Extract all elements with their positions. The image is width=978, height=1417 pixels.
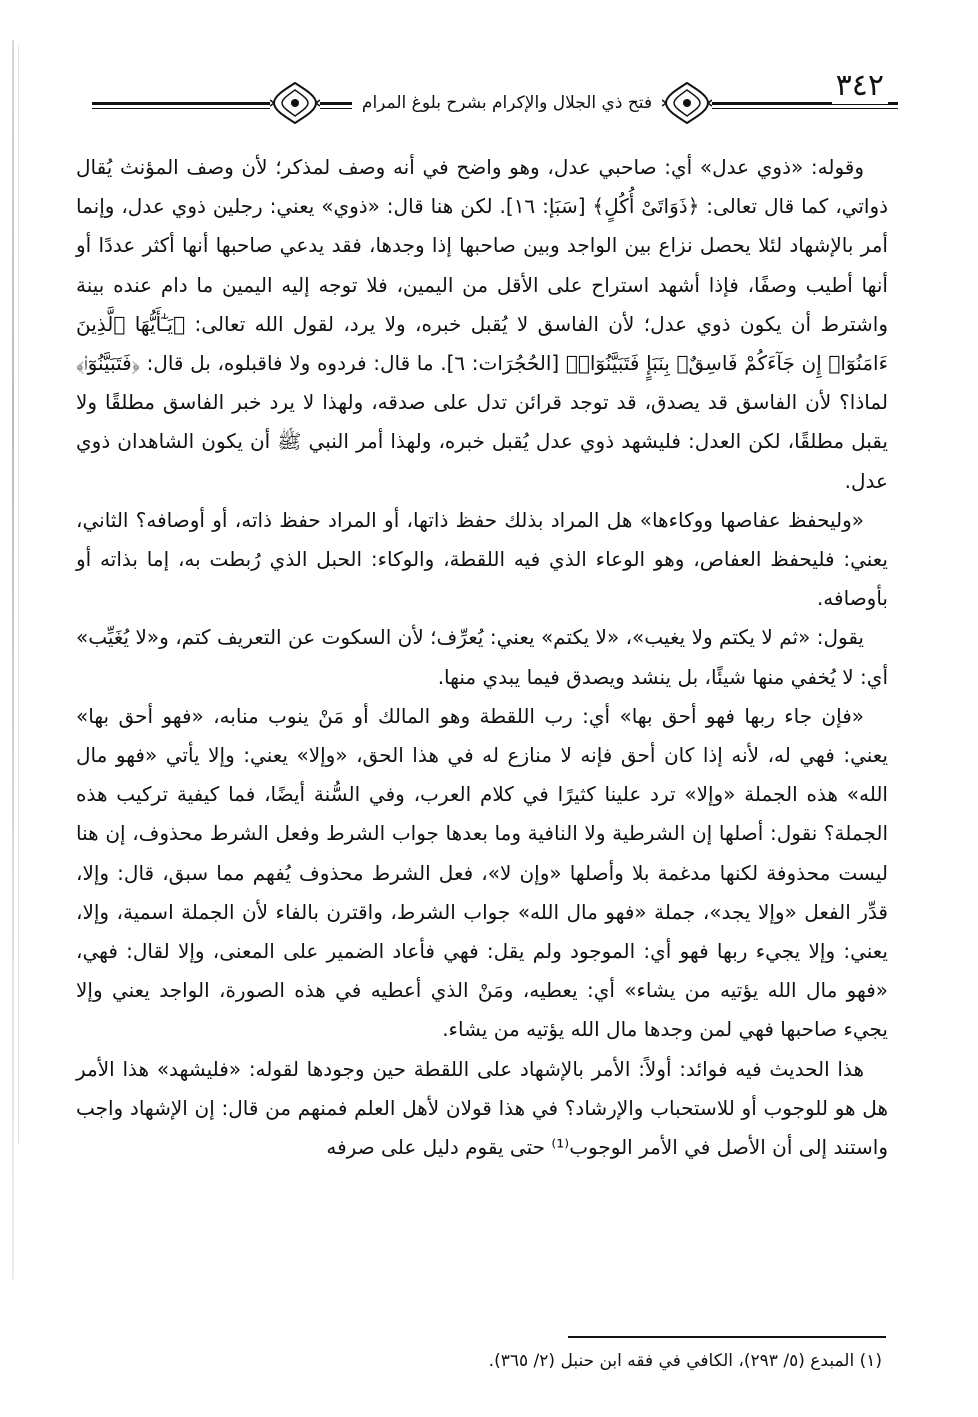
page-binding-edge — [12, 40, 14, 1280]
main-text — [76, 148, 888, 1167]
page-binding-edge-inner — [18, 45, 19, 1145]
page-number: ٣٤٢ — [832, 68, 888, 104]
footnote: (١) المبدع (٥/ ٢٩٣)، الكافي في فقه ابن حنبل (٢/ ٣٦٥). — [488, 1351, 882, 1371]
paragraph: يقول: «ثم لا يكتم ولا يغيب»، «لا يكتم» يعني: يُعرِّف؛ لأن السكوت عن التعريف كتم، و«لا يُغَيِّب» أي: لا يُخفي منها شيئًا، بل ينشد ويصدق فيما يبدي منها. — [76, 625, 888, 689]
paragraph: وقوله: «ذوي عدل» أي: صاحبي عدل، وهو واضح في أنه وصف لمذكر؛ لأن وصف المؤنث يُقال ذواتي، كما قال تعالى: ﴿ذَوَاتَىْ أُكُلٍ﴾ [سَبَإ: ١٦]. لكن هنا قال: «ذوي» يعني: رجلين ذوي عدل، وإنما أمر بالإشهاد لئلا يحصل نزاع بين الواجد وبين صاحبها إذا وجدها، فقد يدعي صاحبها أنها أكثر عددًا أو أنها أطيب وصفًا، فإذا أشهد استراح على الأقل من اليمين، فلا توجه إليه اليمين ما دام عنده بينة واشترط أن يكون ذوي عدل؛ لأن الفاسق لا يُقبل خبره، ولا يرد، لقول الله تعالى: ﴿يَـٰٓأَيُّهَا ٱلَّذِينَ ءَامَنُوٓا۟ إِن جَآءَكُمْ فَاسِقٌۢ بِنَبَإٍ فَتَبَيَّنُوٓا۟﴾ [الحُجُرَات: ٦]. ما قال: فردوه ولا فاقبلوه، بل قال: ﴿فَتَبَيَّنُوٓا۟﴾ لماذا؟ لأن الفاسق قد يصدق، قد توجد قرائن تدل على صدقه، ولهذا لا يرد خبر الفاسق مطلقًا ولا يقبل مطلقًا، لكن العدل: فليشهد ذوي عدل يُقبل خبره، ولهذا أمر النبي ﷺ أن يكون الشاهدان ذوي عدل. — [76, 155, 889, 493]
page-header — [92, 68, 898, 134]
paragraph: «فإن جاء ربها فهو أحق بها» أي: رب اللقطة وهو المالك أو مَنْ ينوب منابه، «فهو أحق بها» يعني: فهي له، لأنه إذا كان أحق فإنه لا منازع له في هذا الحق، «وإلا» يعني: وإلا يأتي «فهو مال الله» هذه الجملة «وإلا» ترد علينا كثيرًا في كلام العرب، وفي السُّنة أيضًا، فما كيفية تركيب هذه الجملة؟ نقول: أصلها إن الشرطية ولا النافية وما بعدها جواب الشرط وفعل الشرط محذوف، إن هنا ليست محذوفة لكنها مدغمة بلا وأصلها «وإن لا»، فعل الشرط محذوف يُفهم مما سبق، قال: وإلا، قدِّر الفعل «وإلا يجد»، جملة «فهو مال الله» جواب الشرط، واقترن بالفاء لأن الجملة اسمية، وإلا، يعني: وإلا يجيء ربها فهو أي: الموجود ولم يقل: فهي فأعاد الضمير على المعنى، وإلا لقال: فهي، «فهو مال الله يؤتيه من يشاء» أي: يعطيه، ومَنْ الذي أعطيه في هذه الصورة، الواجد يعني وإلا يجيء صاحبها فهي لمن وجدها مال الله يؤتيه من يشاء. — [76, 703, 888, 1042]
floral-ornament-icon — [270, 80, 320, 126]
running-title: فتح ذي الجلال والإكرام بشرح بلوغ المرام — [352, 86, 662, 120]
paragraph: هذا الحديث فيه فوائد: أولاً: الأمر بالإشهاد على اللقطة حين وجودها لقوله: «فليشهد» هذا الأمر هل هو للوجوب أو للاستحباب والإرشاد؟ في هذا قولان لأهل العلم فمنهم من قال: إن الإشهاد واجب واستند إلى أن الأصل في الأمر الوجوب⁽¹⁾ حتى يقوم دليل على صرفه — [76, 1056, 888, 1160]
paragraph: «وليحفظ عفاصها ووكاءها» هل المراد بذلك حفظ ذاتها، أو المراد حفظ ذاته، أو أوصافه؟ الثاني، يعني: فليحفظ العفاص، وهو الوعاء الذي فيه اللقطة، والوكاء: الحبل الذي رُبطت به، إما بذاته أو بأوصافه. — [76, 507, 888, 611]
footnote-separator — [568, 1336, 886, 1338]
floral-ornament-icon — [662, 80, 712, 126]
